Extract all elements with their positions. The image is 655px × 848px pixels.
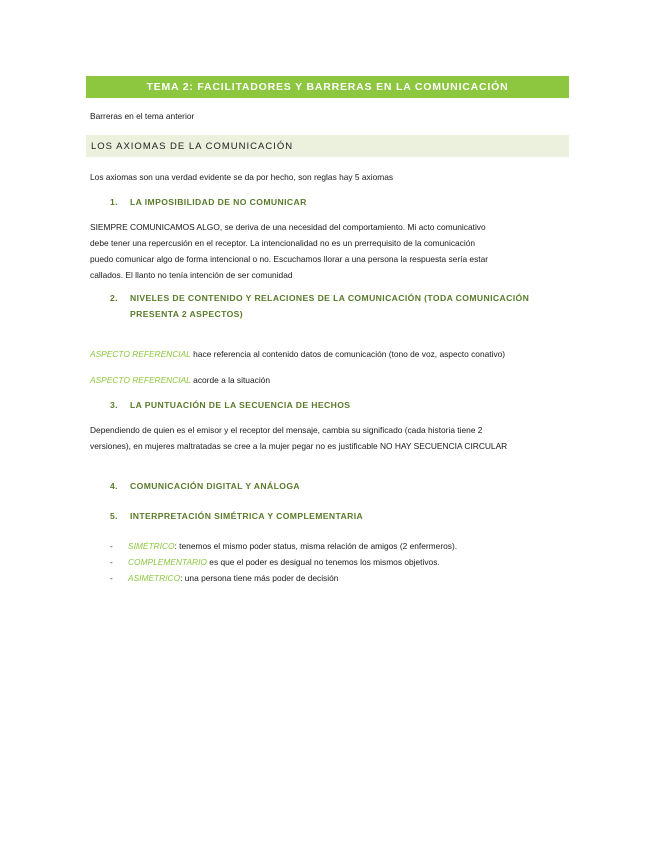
axiom-heading-2	[110, 290, 560, 322]
axiom-number: 2.	[110, 293, 118, 303]
paragraph-line: debe tener una repercusión en el receptor. La intencionalidad no es un prerrequisito de la comunicación	[90, 238, 476, 248]
aspect-label: ASPECTO REFERENCIAL	[90, 349, 191, 359]
bullet-dash: -	[110, 573, 113, 583]
axiom1-paragraph	[90, 219, 562, 283]
axiom-number: 1.	[110, 197, 118, 207]
aspect-line-1	[90, 346, 562, 362]
axiom-title: NIVELES DE CONTENIDO Y RELACIONES DE LA COMUNICACIÓN (TODA COMUNICACIÓN PRESENTA 2 ASPECTOS)	[130, 293, 530, 319]
axiom-title: INTERPRETACIÓN SIMÉTRICA Y COMPLEMENTARIA	[130, 511, 364, 521]
aspect-label: ASPECTO REFERENCIAL	[90, 375, 191, 385]
bullet-label: COMPLEMENTARIO	[128, 557, 207, 567]
section-intro: Los axiomas son una verdad evidente se da por hecho, son reglas hay 5 axiomas	[90, 172, 394, 182]
intro-text: Barreras en el tema anterior	[90, 111, 195, 121]
aspect-line-2	[90, 372, 562, 388]
axiom-number: 4.	[110, 481, 118, 491]
axiom-title: COMUNICACIÓN DIGITAL Y ANÁLOGA	[130, 481, 301, 491]
paragraph-line: puedo comunicar algo de forma intencional o no. Escuchamos llorar a una persona la respuesta sería estar	[90, 254, 489, 264]
list-item	[110, 554, 457, 570]
bullet-text: : una persona tiene más poder de decisión	[180, 573, 339, 583]
axiom-title: LA PUNTUACIÓN DE LA SECUENCIA DE HECHOS	[130, 400, 351, 410]
aspect-text: hace referencia al contenido datos de comunicación (tono de voz, aspecto conativo)	[190, 349, 506, 359]
aspect-text: acorde a la situación	[190, 375, 270, 385]
bullet-label: ASIMETRICO	[128, 573, 181, 583]
bullet-dash: -	[110, 557, 113, 567]
paragraph-line: Dependiendo de quien es el emisor y el receptor del mensaje, cambia su significado (cada historia tiene 2	[90, 425, 483, 435]
axiom-number: 5.	[110, 511, 118, 521]
axiom-heading-5	[110, 508, 560, 524]
list-item	[110, 538, 457, 554]
axiom-title: LA IMPOSIBILIDAD DE NO COMUNICAR	[130, 197, 307, 207]
paragraph-line: SIEMPRE COMUNICAMOS ALGO, se deriva de una necesidad del comportamiento. Mi acto comunicativo	[90, 222, 486, 232]
bullet-dash: -	[110, 541, 113, 551]
list-item	[110, 570, 457, 586]
bullet-text: es que el poder es desigual no tenemos los mismos objetivos.	[206, 557, 440, 567]
axiom-heading-1	[110, 194, 560, 210]
axiom-number: 3.	[110, 400, 118, 410]
bullet-text: : tenemos el mismo poder status, misma relación de amigos (2 enfermeros).	[174, 541, 458, 551]
axiom-heading-4	[110, 478, 560, 494]
bullet-label: SIMÉTRICO	[128, 541, 175, 551]
bullet-list	[110, 538, 457, 586]
paragraph-line: callados. El llanto no tenía intención de ser comunidad	[90, 270, 293, 280]
section-title: LOS AXIOMAS DE LA COMUNICACIÓN	[86, 135, 569, 157]
axiom-heading-3	[110, 397, 560, 413]
page-title: TEMA 2: FACILITADORES Y BARRERAS EN LA COMUNICACIÓN	[86, 76, 569, 98]
paragraph-line: versiones), en mujeres maltratadas se cree a la mujer pegar no es justificable NO HAY SECUENCIA CIRCULAR	[90, 441, 508, 451]
axiom3-paragraph	[90, 422, 562, 454]
